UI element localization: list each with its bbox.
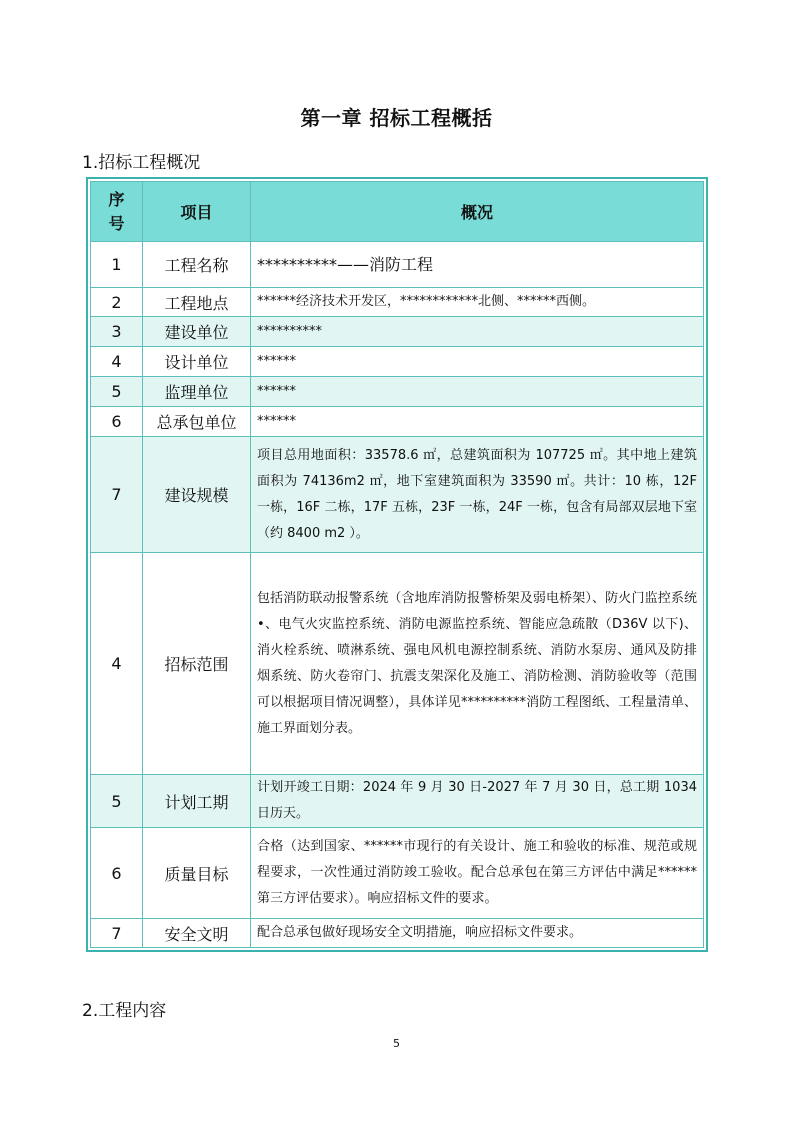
table-row [91,437,704,553]
row-no: 7 [91,437,143,553]
row-item: 安全文明 [143,919,251,948]
row-overview: 合格（达到国家、******市现行的有关设计、施工和验收的标准、规范或规程要求，一次性通过消防竣工验收。配合总承包在第三方评估中满足******第三方评估要求）。响应招标文件的要求。 [251,828,704,919]
row-no: 6 [91,407,143,437]
row-overview: ****** [251,377,704,407]
chapter-title: 第一章 招标工程概括 [300,106,493,130]
row-item: 计划工期 [143,775,251,828]
row-overview: ****** [251,347,704,377]
row-overview: 配合总承包做好现场安全文明措施，响应招标文件要求。 [251,919,704,948]
row-overview: 项目总用地面积：33578.6 ㎡，总建筑面积为 107725 ㎡。其中地上建筑面积为 74136m2 ㎡，地下室建筑面积为 33590 ㎡。共计：10 栋，12F 一栋，16F 二栋，17F 五栋，23F 一栋，24F 一栋，包含有局部双层地下室（约 8400 m2 ）。 [251,437,704,553]
row-item: 工程地点 [143,288,251,317]
row-item: 监理单位 [143,377,251,407]
row-item: 设计单位 [143,347,251,377]
section-2-heading: 2.工程内容 [82,1001,167,1021]
section-1-heading: 1.招标工程概况 [82,153,201,173]
row-overview: ******经济技术开发区，************北侧、******西侧。 [251,288,704,317]
row-item: 总承包单位 [143,407,251,437]
table-header-row [91,182,704,242]
header-overview: 概况 [251,182,704,242]
header-item: 项目 [143,182,251,242]
table-row [91,553,704,775]
row-no: 5 [91,775,143,828]
row-item: 建设规模 [143,437,251,553]
row-overview: 包括消防联动报警系统（含地库消防报警桥架及弱电桥架）、防火门监控系统•、电气火灾监控系统、消防电源监控系统、智能应急疏散（D36V 以下)、消火栓系统、喷淋系统、强电风机电源控制系统、消防水泵房、通风及防排烟系统、防火卷帘门、抗震支架深化及施工、消防检测、消防验收等（范围可以根据项目情况调整），具体详见**********消防工程图纸、工程量清单、施工界面划分表。 [251,553,704,775]
row-item: 建设单位 [143,317,251,347]
row-no: 4 [91,553,143,775]
table-row [91,775,704,828]
table-row [91,407,704,437]
table-row [91,828,704,919]
table-row [91,288,704,317]
row-no: 1 [91,242,143,288]
row-no: 4 [91,347,143,377]
row-overview: **********——消防工程 [251,242,704,288]
table-row [91,347,704,377]
table-row [91,377,704,407]
row-overview: ****** [251,407,704,437]
row-overview: 计划开竣工日期：2024 年 9 月 30 日-2027 年 7 月 30 日，总工期 1034 日历天。 [251,775,704,828]
row-no: 3 [91,317,143,347]
row-no: 5 [91,377,143,407]
project-overview-table [86,177,708,952]
row-overview: ********** [251,317,704,347]
row-item: 工程名称 [143,242,251,288]
table-row [91,919,704,948]
table-row [91,317,704,347]
row-item: 质量目标 [143,828,251,919]
row-no: 6 [91,828,143,919]
row-item: 招标范围 [143,553,251,775]
header-no: 序号 [91,182,143,242]
row-no: 7 [91,919,143,948]
table-row [91,242,704,288]
page-number: 5 [393,1037,400,1050]
row-no: 2 [91,288,143,317]
